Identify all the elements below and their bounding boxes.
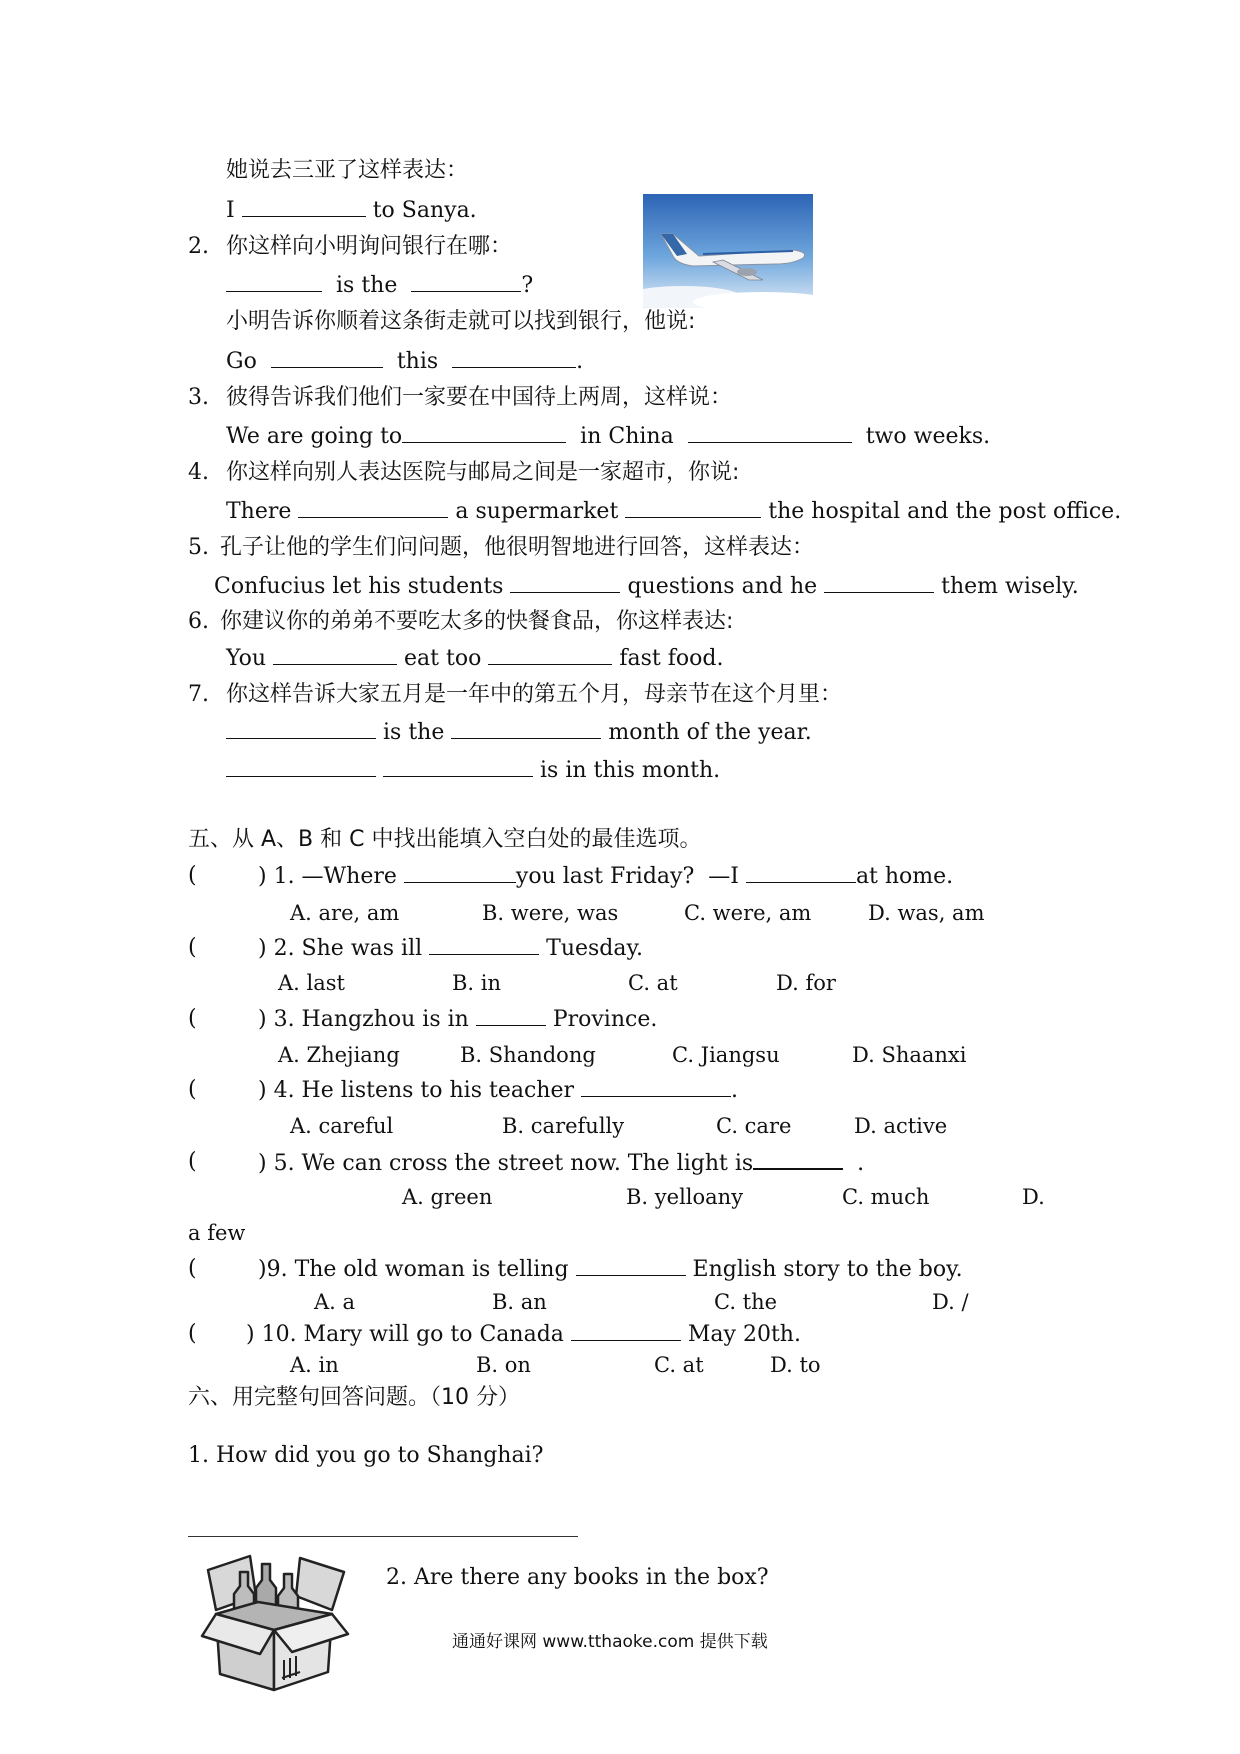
- q5-en-sentence: [214, 572, 1079, 601]
- p5-q2-opt-a[interactable]: A. last: [278, 971, 345, 995]
- q1-en-sentence: [226, 196, 477, 225]
- p5-q3-paren[interactable]: (: [188, 1006, 197, 1031]
- footer-credit: 通通好课网 www.tthaoke.com 提供下载: [452, 1632, 768, 1652]
- q3-blank-2[interactable]: [688, 422, 852, 443]
- q7-number: 7.: [188, 682, 209, 707]
- q2-en-sentence-a: [226, 271, 533, 300]
- q4-number: 4.: [188, 460, 209, 485]
- q2-cn-prompt-b: 小明告诉你顺着这条街走就可以找到银行，他说:: [226, 309, 696, 334]
- p5-q4-stem: [258, 1076, 738, 1105]
- p5-q2-a: ) 2. She was ill: [258, 936, 423, 961]
- p5-q9-b: English story to the boy.: [692, 1257, 963, 1282]
- q2-cn-prompt-a: 你这样向小明询问银行在哪：: [226, 234, 513, 259]
- q5-blank-2[interactable]: [824, 572, 934, 593]
- q3-number: 3.: [188, 385, 209, 410]
- p5-q5-blank[interactable]: [753, 1148, 843, 1170]
- p5-q3-blank[interactable]: [476, 1005, 546, 1026]
- q3-blank-1[interactable]: [402, 422, 566, 443]
- q7-cn-prompt: 你这样告诉大家五月是一年中的第五个月，母亲节在这个月里：: [226, 682, 843, 707]
- p5-q3-opt-a[interactable]: A. Zhejiang: [278, 1043, 400, 1067]
- p5-q9-opt-d[interactable]: D. /: [932, 1290, 969, 1314]
- q7-blank-2[interactable]: [451, 718, 601, 739]
- p5-q4-b: .: [731, 1078, 739, 1103]
- q4-blank-1[interactable]: [298, 497, 448, 518]
- q2-blank-1[interactable]: [226, 271, 322, 292]
- p5-q2-opt-d[interactable]: D. for: [776, 971, 836, 995]
- p5-q10-opt-a[interactable]: A. in: [290, 1353, 339, 1377]
- p5-q4-opt-b[interactable]: B. carefully: [502, 1114, 625, 1138]
- p5-q5-stem: [258, 1148, 864, 1178]
- p5-q2-blank[interactable]: [429, 934, 539, 955]
- q4-en-sentence: [226, 497, 1121, 526]
- p5-q10-stem: [246, 1320, 801, 1349]
- p5-q9-stem: [258, 1255, 963, 1284]
- p5-q1-opt-b[interactable]: B. were, was: [482, 901, 619, 925]
- p5-q5-opt-c[interactable]: C. much: [842, 1185, 930, 1209]
- q6-number: 6.: [188, 609, 209, 634]
- q5-word-c: them wisely.: [941, 574, 1079, 599]
- p5-q4-a: ) 4. He listens to his teacher: [258, 1078, 575, 1103]
- p5-q4-blank[interactable]: [581, 1076, 731, 1097]
- p5-q1-opt-c[interactable]: C. were, am: [684, 901, 812, 925]
- p5-q5-paren[interactable]: (: [188, 1149, 197, 1174]
- q6-word-a: You: [226, 646, 267, 671]
- q7-en-sentence-b: [226, 756, 720, 785]
- p5-q1-paren[interactable]: (: [188, 863, 197, 888]
- p5-q3-opt-c[interactable]: C. Jiangsu: [672, 1043, 780, 1067]
- p5-q1-stem: [258, 862, 953, 891]
- p5-q9-a: )9. The old woman is telling: [258, 1257, 569, 1282]
- q4-word-a: There: [226, 499, 292, 524]
- p5-q1-blank-2[interactable]: [746, 862, 856, 883]
- p5-q2-opt-c[interactable]: C. at: [628, 971, 678, 995]
- p6-q1-answer-line[interactable]: [188, 1536, 578, 1537]
- p5-q5-opt-b[interactable]: B. yelloany: [626, 1185, 744, 1209]
- q2b-word-a: Go: [226, 349, 257, 374]
- p5-q9-opt-a[interactable]: A. a: [314, 1290, 356, 1314]
- p5-q5-a: ) 5. We can cross the street now. The light is: [258, 1151, 754, 1176]
- p5-q10-b: May 20th.: [687, 1322, 801, 1347]
- p5-q10-blank[interactable]: [571, 1320, 681, 1341]
- p5-q10-opt-d[interactable]: D. to: [770, 1353, 821, 1377]
- q2-blank-2[interactable]: [411, 271, 521, 292]
- p5-q3-opt-d[interactable]: D. Shaanxi: [852, 1043, 967, 1067]
- q5-blank-1[interactable]: [510, 572, 620, 593]
- q2b-word-c: .: [576, 349, 584, 374]
- p5-q1-opt-d[interactable]: D. was, am: [868, 901, 985, 925]
- q4-blank-2[interactable]: [625, 497, 761, 518]
- q6-word-b: eat too: [404, 646, 482, 671]
- q5-cn-prompt: 孔子让他的学生们问问题，他很明智地进行回答，这样表达：: [220, 535, 815, 560]
- p5-q1-opt-a[interactable]: A. are, am: [290, 901, 400, 925]
- q6-en-sentence: [226, 644, 723, 673]
- p5-q9-opt-b[interactable]: B. an: [492, 1290, 547, 1314]
- q2b-blank-1[interactable]: [271, 347, 383, 368]
- p5-q4-opt-a[interactable]: A. careful: [290, 1114, 394, 1138]
- q5-number: 5.: [188, 535, 209, 560]
- p5-q1-blank-1[interactable]: [404, 862, 516, 883]
- p5-q9-paren[interactable]: (: [188, 1256, 197, 1281]
- q4-word-b: a supermarket: [455, 499, 619, 524]
- box-with-bottles-image: [200, 1552, 350, 1692]
- q2-word-b: is the: [336, 273, 398, 298]
- q3-word-b: in China: [580, 424, 674, 449]
- p5-q5-opt-d-text[interactable]: a few: [188, 1221, 246, 1245]
- p5-q10-opt-c[interactable]: C. at: [654, 1353, 704, 1377]
- p5-q9-opt-c[interactable]: C. the: [714, 1290, 778, 1314]
- p5-q10-a: ) 10. Mary will go to Canada: [246, 1322, 564, 1347]
- q7-blank-1[interactable]: [226, 718, 376, 739]
- p5-q5-b: .: [857, 1151, 865, 1176]
- q6-blank-2[interactable]: [488, 644, 612, 665]
- q1-word-b: to Sanya.: [372, 198, 477, 223]
- q2b-blank-2[interactable]: [452, 347, 576, 368]
- q2-en-sentence-b: [226, 347, 583, 376]
- p5-q2-stem: [258, 934, 643, 963]
- q4-cn-prompt: 你这样向别人表达医院与邮局之间是一家超市，你说:: [226, 460, 740, 485]
- q6-cn-prompt: 你建议你的弟弟不要吃太多的快餐食品，你这样表达:: [220, 609, 734, 634]
- p5-q2-b: Tuesday.: [546, 936, 644, 961]
- p5-q4-opt-c[interactable]: C. care: [716, 1114, 792, 1138]
- p5-q5-opt-d[interactable]: D.: [1022, 1185, 1045, 1209]
- p5-q1-a: ) 1. —Where: [258, 864, 397, 889]
- p5-q2-paren[interactable]: (: [188, 935, 197, 960]
- airplane-image: [643, 194, 813, 308]
- p5-q1-b: you last Friday? —I: [515, 864, 739, 889]
- q4-word-c: the hospital and the post office.: [768, 499, 1122, 524]
- p5-q10-opt-b[interactable]: B. on: [476, 1353, 531, 1377]
- q6-word-c: fast food.: [619, 646, 724, 671]
- q7-blank-4[interactable]: [383, 756, 533, 777]
- q7-word-b: is the: [383, 720, 445, 745]
- p5-q3-b: Province.: [552, 1007, 658, 1032]
- part6-heading: 六、用完整句回答问题。（10 分）: [188, 1385, 520, 1410]
- q1-cn-prompt: 她说去三亚了这样表达：: [226, 158, 469, 183]
- p5-q4-opt-d[interactable]: D. active: [854, 1114, 948, 1138]
- p5-q9-blank[interactable]: [576, 1255, 686, 1276]
- q6-blank-1[interactable]: [273, 644, 397, 665]
- q7b-word-c: is in this month.: [540, 758, 721, 783]
- p5-q3-opt-b[interactable]: B. Shandong: [460, 1043, 596, 1067]
- p5-q1-c: at home.: [855, 864, 954, 889]
- q3-word-a: We are going to: [226, 424, 403, 449]
- q7-en-sentence-a: [226, 718, 812, 747]
- q1-blank[interactable]: [242, 196, 366, 217]
- q5-word-b: questions and he: [627, 574, 818, 599]
- p5-q10-paren[interactable]: (: [188, 1321, 197, 1346]
- q7-blank-3[interactable]: [226, 756, 376, 777]
- q2-number: 2.: [188, 234, 209, 259]
- q3-word-c: two weeks.: [865, 424, 991, 449]
- p5-q3-stem: [258, 1005, 657, 1034]
- q5-word-a: Confucius let his students: [214, 574, 504, 599]
- p6-q1: 1. How did you go to Shanghai?: [188, 1443, 544, 1468]
- q3-en-sentence: [226, 422, 990, 451]
- q2b-word-b: this: [396, 349, 439, 374]
- q1-word-a: I: [226, 198, 235, 223]
- p5-q5-opt-a[interactable]: A. green: [402, 1185, 493, 1209]
- q2-word-c: ?: [521, 273, 534, 298]
- q3-cn-prompt: 彼得告诉我们他们一家要在中国待上两周，这样说：: [226, 385, 733, 410]
- part5-heading: 五、从 A、B 和 C 中找出能填入空白处的最佳选项。: [188, 827, 702, 852]
- q7-word-c: month of the year.: [608, 720, 812, 745]
- p5-q3-a: ) 3. Hangzhou is in: [258, 1007, 469, 1032]
- p5-q2-opt-b[interactable]: B. in: [452, 971, 502, 995]
- p6-q2: 2. Are there any books in the box?: [386, 1565, 769, 1590]
- p5-q4-paren[interactable]: (: [188, 1077, 197, 1102]
